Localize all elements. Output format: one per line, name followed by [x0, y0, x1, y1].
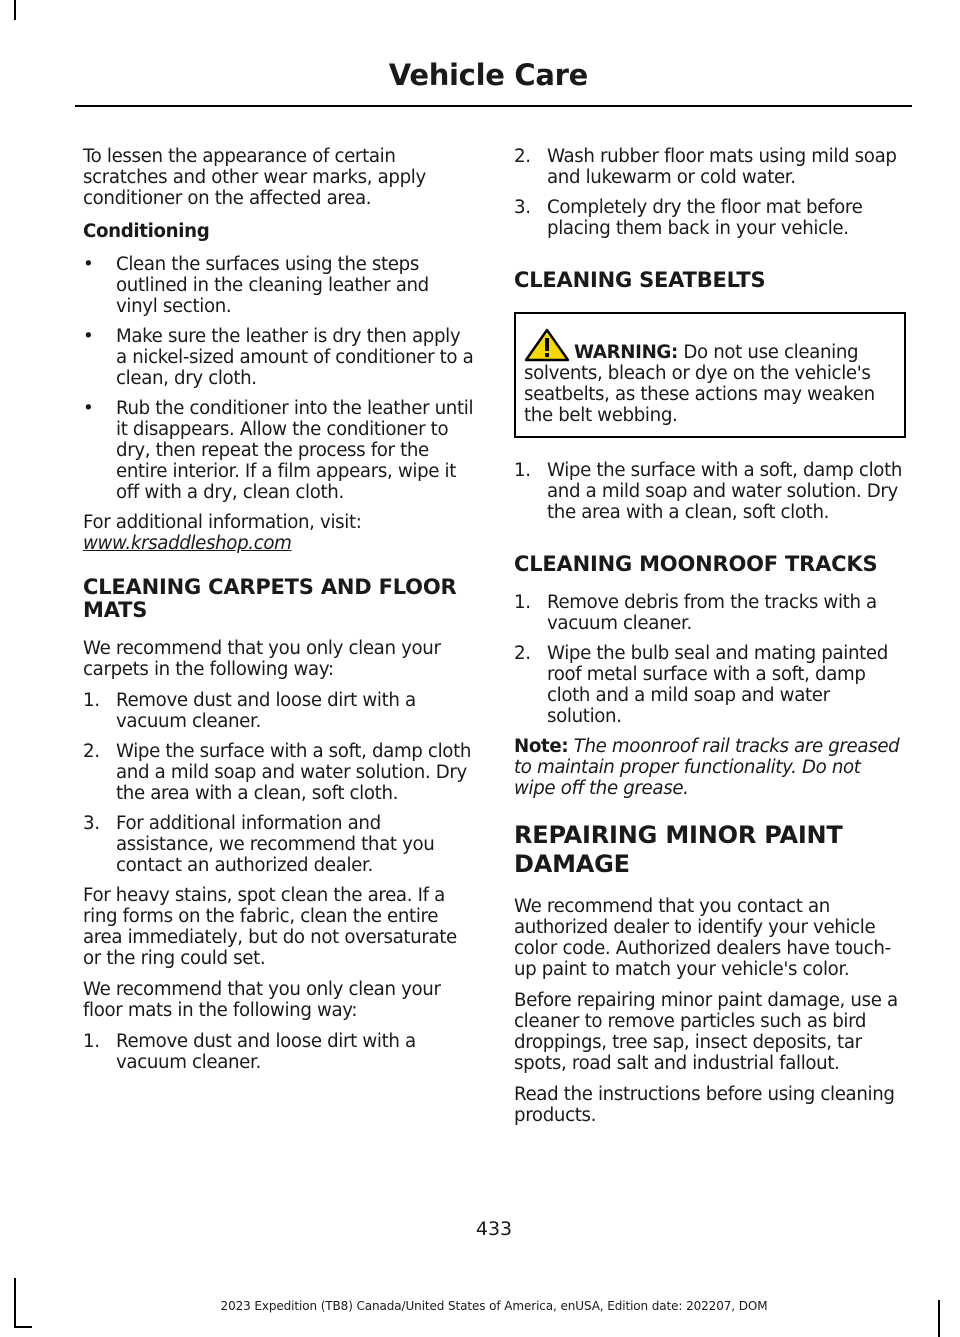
list-item: 2. Wash rubber floor mats using mild soap and lukewarm or cold water. — [514, 146, 897, 188]
page-number: 433 — [475, 1218, 513, 1240]
page-header-title: Vehicle Care — [388, 58, 588, 92]
additional-info-paragraph: For additional information, visit: www.krsaddleshop.com — [83, 512, 362, 554]
paint-heading: REPAIRING MINOR PAINT DAMAGE — [514, 821, 843, 878]
footer-meta: 2023 Expedition (TB8) Canada/United States of America, enUSA, Edition date: 202207, DOM — [220, 1299, 768, 1313]
left-column — [83, 146, 475, 1082]
warning-box — [514, 312, 906, 438]
crop-mark — [14, 1326, 32, 1328]
bullet-marker: • — [83, 326, 94, 347]
header-divider — [75, 105, 912, 107]
crop-mark — [14, 0, 16, 20]
list-item: 2. Wipe the surface with a soft, damp cloth and a mild soap and water solution. Dry the area with a clean, soft cloth. — [83, 741, 472, 804]
floor-mats-steps-left — [83, 1031, 475, 1073]
krsaddleshop-link[interactable]: www.krsaddleshop.com — [83, 533, 292, 554]
list-item: 3. Completely dry the floor mat before placing them back in your vehicle. — [514, 197, 863, 239]
intro-paragraph: To lessen the appearance of certain scratches and other wear marks, apply conditioner on the affected area. — [83, 146, 426, 209]
floor-mats-intro: We recommend that you only clean your floor mats in the following way: — [83, 979, 441, 1021]
list-item: 1. Wipe the surface with a soft, damp cloth and a mild soap and water solution. Dry the area with a clean, soft cloth. — [514, 460, 903, 523]
warning-triangle-icon — [524, 328, 570, 362]
right-column — [514, 146, 906, 1136]
carpets-intro: We recommend that you only clean your carpets in the following way: — [83, 638, 441, 680]
bullet-marker: • — [83, 254, 94, 275]
list-item: • Make sure the leather is dry then apply a nickel-sized amount of conditioner to a clean, dry cloth. — [83, 326, 474, 389]
conditioning-list — [83, 254, 475, 503]
paint-paragraph-3: Read the instructions before using cleaning products. — [514, 1084, 895, 1126]
carpets-heading: CLEANING CARPETS AND FLOOR MATS — [83, 575, 457, 622]
list-item: 1. Remove dust and loose dirt with a vacuum cleaner. — [83, 1031, 416, 1073]
list-item: 3. For additional information and assistance, we recommend that you contact an authorized dealer. — [83, 813, 435, 876]
list-item: • Rub the conditioner into the leather until it disappears. Allow the conditioner to dry, then repeat the process for the entire interior. If a film appears, wipe it off with a dry, clean cloth. — [83, 398, 474, 503]
floor-mats-steps-right — [514, 146, 906, 239]
list-item: 1. Remove dust and loose dirt with a vacuum cleaner. — [83, 690, 416, 732]
moonroof-heading: CLEANING MOONROOF TRACKS — [514, 552, 878, 576]
conditioning-heading: Conditioning — [83, 221, 210, 242]
warning-text: WARNING: Do not use cleaning solvents, bleach or dye on the vehicle's seatbelts, as these actions may weaken the belt webbing. — [524, 328, 896, 426]
seatbelts-heading: CLEANING SEATBELTS — [514, 268, 766, 292]
carpets-steps — [83, 690, 475, 876]
heavy-stains-paragraph: For heavy stains, spot clean the area. If a ring forms on the fabric, clean the entire area immediately, but do not oversaturate or the ring could set. — [83, 885, 457, 969]
moonroof-steps — [514, 592, 906, 727]
list-item: • Clean the surfaces using the steps outlined in the cleaning leather and vinyl section. — [83, 254, 429, 317]
paint-paragraph-2: Before repairing minor paint damage, use a cleaner to remove particles such as bird droppings, tree sap, insect deposits, tar spots, road salt and industrial fallout. — [514, 990, 898, 1074]
list-item: 2. Wipe the bulb seal and mating painted roof metal surface with a soft, damp cloth and a mild soap and water solution. — [514, 643, 888, 727]
list-item: 1. Remove debris from the tracks with a vacuum cleaner. — [514, 592, 877, 634]
paint-paragraph-1: We recommend that you contact an authorized dealer to identify your vehicle color code. Authorized dealers have touch-up paint to match your vehicle's color. — [514, 896, 891, 980]
seatbelts-steps — [514, 460, 906, 523]
note-paragraph: Note: The moonroof rail tracks are greased to maintain proper functionality. Do not wipe off the grease. — [514, 736, 900, 799]
bullet-marker: • — [83, 398, 94, 419]
